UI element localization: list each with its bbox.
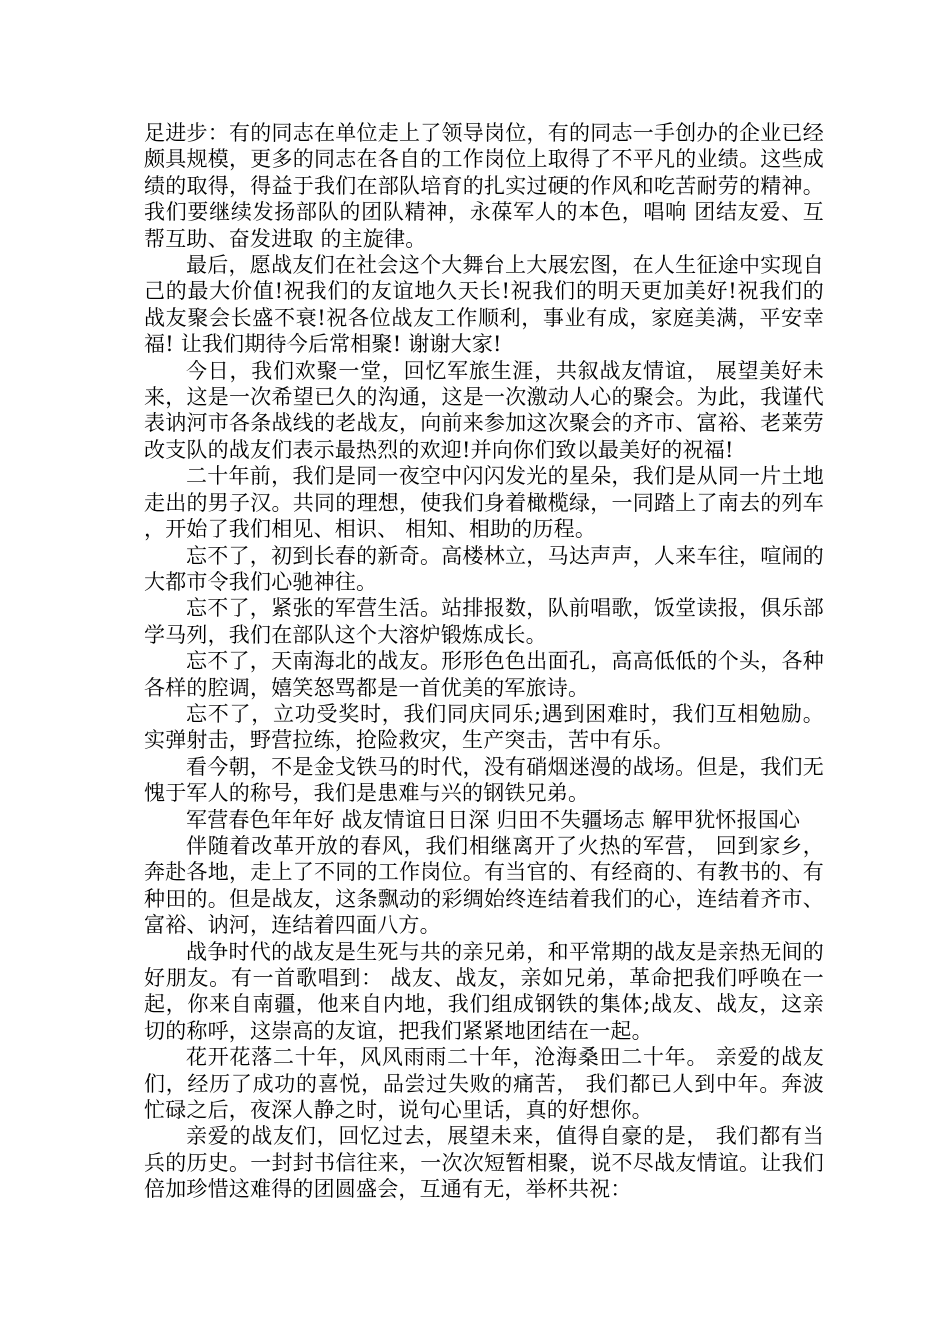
paragraph: 花开花落二十年，风风雨雨二十年，沧海桑田二十年。 亲爱的战友们，经历了成功的喜悦，品尝过失败的痛苦， 我们都已人到中年。奔波忙碌之后，夜深人静之时，说句心里话，真的好想你。 <box>144 1045 824 1123</box>
document-body <box>144 120 824 1203</box>
paragraph: 忘不了，初到长春的新奇。高楼林立，马达声声，人来车往，喧闹的大都市令我们心驰神往。 <box>144 543 824 594</box>
paragraph: 忘不了，立功受奖时，我们同庆同乐;遇到困难时，我们互相勉励。实弹射击，野营拉练，抢险救灾，生产突击，苦中有乐。 <box>144 701 824 753</box>
paragraph: 亲爱的战友们，回忆过去，展望未来，值得自豪的是， 我们都有当兵的历史。一封封书信往来，一次次短暂相聚，说不尽战友情谊。让我们倍加珍惜这难得的团圆盛会，互通有无，举杯共祝： <box>144 1124 824 1202</box>
paragraph: 最后，愿战友们在社会这个大舞台上大展宏图，在人生征途中实现自己的最大价值!祝我们的友谊地久天长!祝我们的明天更加美好!祝我们的战友聚会长盛不衰!祝各位战友工作顺利，事业有成，家庭美满，平安幸福! 让我们期待今后常相聚! 谢谢大家! <box>144 253 824 357</box>
paragraph: 忘不了，紧张的军营生活。站排报数，队前唱歌，饭堂读报，俱乐部学马列，我们在部队这个大溶炉锻炼成长。 <box>144 596 824 647</box>
paragraph: 伴随着改革开放的春风，我们相继离开了火热的军营， 回到家乡，奔赴各地，走上了不同的工作岗位。有当官的、有经商的、有教书的、有种田的。但是战友，这条飘动的彩绸始终连结着我们的心，连结着齐市、富裕、讷河，连结着四面八方。 <box>144 833 824 938</box>
paragraph: 二十年前，我们是同一夜空中闪闪发光的星朵，我们是从同一片土地走出的男子汉。共同的理想，使我们身着橄榄绿，一同踏上了南去的列车，开始了我们相见、相识、 相知、相助的历程。 <box>144 464 824 542</box>
paragraph: 军营春色年年好 战友情谊日日深 归田不失疆场志 解甲犹怀报国心 <box>186 807 801 832</box>
paragraph: 战争时代的战友是生死与共的亲兄弟，和平常期的战友是亲热无间的好朋友。有一首歌唱到： 战友、战友，亲如兄弟，革命把我们呼唤在一起，你来自南疆，他来自内地，我们组成钢铁的集体;战友、战友，这亲切的称呼，这崇高的友谊，把我们紧紧地团结在一起。 <box>144 939 824 1043</box>
paragraph: 看今朝，不是金戈铁马的时代，没有硝烟迷漫的战场。但是，我们无愧于军人的称号，我们是患难与兴的钢铁兄弟。 <box>144 754 824 806</box>
paragraph: 忘不了，天南海北的战友。形形色色出面孔，高高低低的个头，各种各样的腔调，嬉笑怒骂都是一首优美的军旅诗。 <box>144 649 824 700</box>
paragraph: 足进步：有的同志在单位走上了领导岗位，有的同志一手创办的企业已经颇具规模，更多的同志在各自的工作岗位上取得了不平凡的业绩。这些成绩的取得，得益于我们在部队培育的扎实过硬的作风和吃苦耐劳的精神。我们要继续发扬部队的团队精神，永葆军人的本色，唱响 团结友爱、互帮互助、奋发进取 的主旋律。 <box>144 121 824 251</box>
paragraph: 今日，我们欢聚一堂，回忆军旅生涯，共叙战友情谊， 展望美好未来，这是一次希望已久的沟通，这是一次激动人心的聚会。为此，我谨代表讷河市各条战线的老战友，向前来参加这次聚会的齐市、富裕、老莱劳改支队的战友们表示最热烈的欢迎!并向你们致以最美好的祝福! <box>144 358 824 462</box>
